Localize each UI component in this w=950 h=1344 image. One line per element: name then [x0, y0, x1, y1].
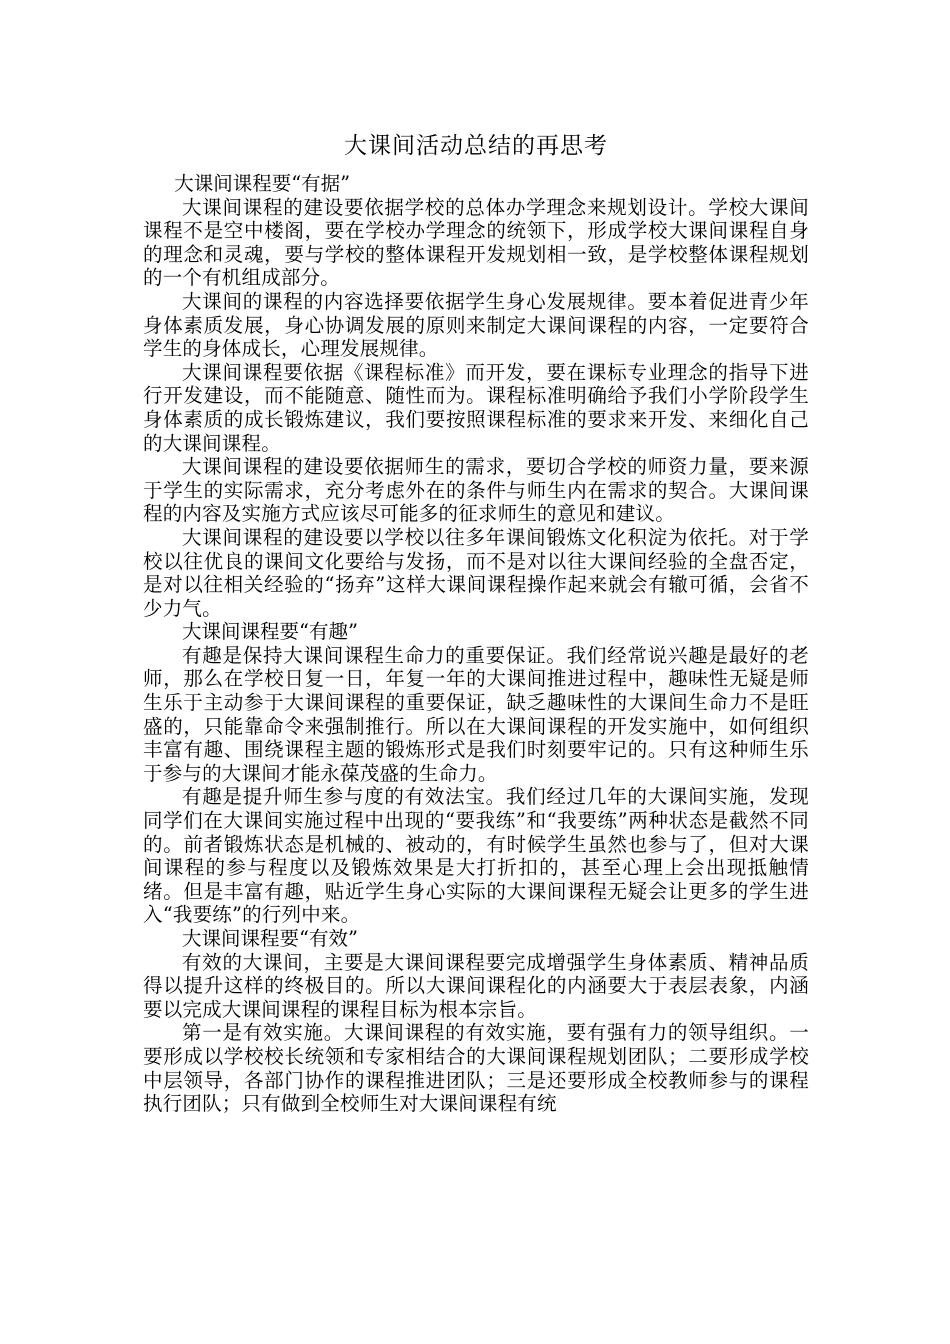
section-heading-interest: 大课间课程要“有趣” [182, 620, 358, 644]
paragraph: 大课间的课程的内容选择要依据学生身心发展规律。要本着促进青少年身体素质发展，身心协调发展的原则来制定大课间课程的内容，一定要符合学生的身体成长，心理发展规律。 [143, 289, 809, 361]
paragraph: 大课间课程的建设要依据学校的总体办学理念来规划设计。学校大课间课程不是空中楼阁，要在学校办学理念的统领下，形成学校大课间课程自身的理念和灵魂，要与学校的整体课程开发规划相一致，是学校整体课程规划的一个有机组成部分。 [143, 195, 809, 290]
paragraph: 第一是有效实施。大课间课程的有效实施，要有强有力的领导组织。一要形成以学校校长统领和专家相结合的大课间课程规划团队；二要形成学校中层领导，各部门协作的课程推进团队；三是还要形成全校教师参与的课程执行团队；只有做到全校师生对大课间课程有统 [143, 1021, 809, 1116]
paragraph: 大课间课程的建设要以学校以往多年课间锻炼文化积淀为依托。对于学校以往优良的课间文化要给与发扬，而不是对以往大课间经验的全盘否定，是对以往相关经验的“扬弃”这样大课间课程操作起来就会有辙可循，会省不少力气。 [143, 525, 809, 620]
section-heading-evidence: 大课间课程要“有据” [174, 172, 351, 195]
paragraph: 有趣是提升师生参与度的有效法宝。我们经过几年的大课间实施，发现同学们在大课间实施过程中出现的“要我练”和“我要练”两种状态是截然不同的。前者锻炼状态是机械的、被动的，有时候学生虽然也参与了，但对大课间课程的参与程度以及锻炼效果是大打折扣的，甚至心理上会出现抵触情绪。但是丰富有趣，贴近学生身心实际的大课间课程无疑会让更多的学生进入“我要练”的行列中来。 [143, 785, 809, 927]
paragraph: 大课间课程要依据《课程标准》而开发，要在课标专业理念的指导下进行开发建设，而不能随意、随性而为。课程标准明确给予我们小学阶段学生身体素质的成长锻炼建议，我们要按照课程标准的要求来开发、来细化自己的大课间课程。 [143, 360, 809, 455]
paragraph: 有趣是保持大课间课程生命力的重要保证。我们经常说兴趣是最好的老师，那么在学校日复一日，年复一年的大课间推进过程中，趣味性无疑是师生乐于主动参于大课间课程的重要保证，缺乏趣味性的大课间生命力不是旺盛的，只能靠命令来强制推行。所以在大课间课程的开发实施中，如何组织丰富有趣、围绕课程主题的锻炼形式是我们时刻要牢记的。只有这种师生乐于参与的大课间才能永葆茂盛的生命力。 [143, 643, 809, 785]
document-title: 大课间活动总结的再思考 [344, 133, 608, 159]
section-heading-effective: 大课间课程要“有效” [182, 927, 358, 950]
document-page [143, 130, 809, 1116]
paragraph: 有效的大课间，主要是大课间课程要完成增强学生身体素质、精神品质得以提升这样的终极目的。所以大课间课程化的内涵要大于表层表象，内涵要以完成大课间课程的课程目标为根本宗旨。 [143, 950, 809, 1021]
paragraph: 大课间课程的建设要依据师生的需求，要切合学校的师资力量，要来源于学生的实际需求，充分考虑外在的条件与师生内在需求的契合。大课间课程的内容及实施方式应该尽可能多的征求师生的意见和建议。 [143, 455, 809, 526]
